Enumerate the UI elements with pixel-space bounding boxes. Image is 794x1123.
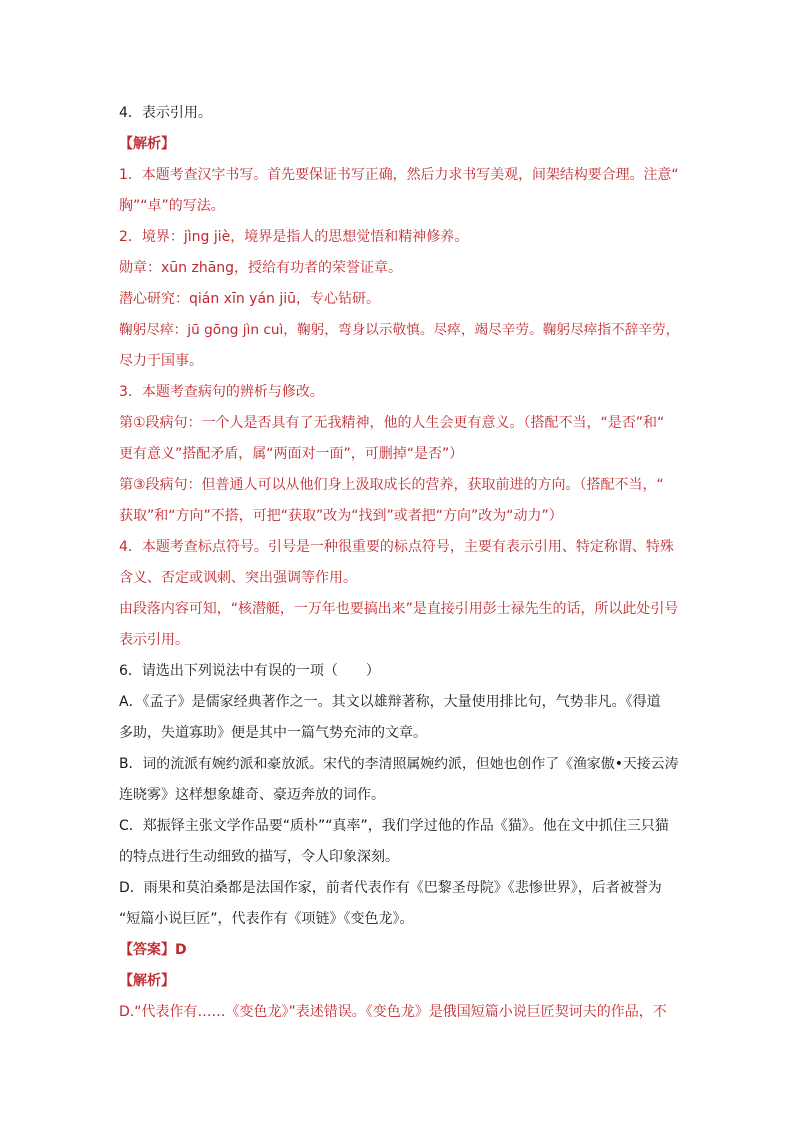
answer-heading: 【答案】D [119,942,187,958]
option-d: D．雨果和莫泊桑都是法国作家，前者代表作有《巴黎圣母院》《悲惨世界》，后者被誉为 [119,880,662,896]
section-heading-analysis: 【解析】 [119,973,175,989]
question-stem: 6．请选出下列说法中有误的一项（ ） [119,663,380,679]
text-line: 2．境界：jìng jiè，境界是指人的思想觉悟和精神修养。 [119,229,469,245]
text-line: 由段落内容可知，“核潜艇，一万年也要搞出来”是直接引用彭士禄先生的话，所以此处引号 [119,601,679,617]
text-line: 获取”和“方向”不搭，可把“获取”改为“找到”或者把“方向”改为“动力”） [119,508,563,524]
option-d-cont: “短篇小说巨匠”，代表作有《项链》《变色龙》。 [119,911,414,927]
option-b: B．词的流派有婉约派和豪放派。宋代的李清照属婉约派，但她也创作了《渔家傲•天接云涛 [119,756,679,772]
text-line: 3．本题考查病句的辨析与修改。 [119,384,324,400]
option-a: A．《孟子》是儒家经典著作之一。其文以雄辩著称，大量使用排比句，气势非凡。《得道 [119,694,661,710]
text-line: 鞠躬尽瘁：jū gōng jìn cuì，鞠躬，弯身以示敬慎。尽瘁，竭尽辛劳。鞠躬尽瘁指不辞辛劳， [119,322,680,338]
section-heading-analysis: 【解析】 [119,136,175,152]
text-line: 1．本题考查汉字书写。首先要保证书写正确，然后力求书写美观，间架结构要合理。注意“ [119,167,679,183]
text-line: 潜心研究：qián xīn yán jiū，专心钻研。 [119,291,381,307]
text-line: 胸”“卓”的写法。 [119,198,225,214]
text-line: 4．表示引用。 [119,105,212,121]
option-c: C．郑振铎主张文学作品要“质朴”“真率”，我们学过他的作品《猫》。他在文中抓住三只猫 [119,818,669,834]
text-line: 更有意义”搭配矛盾，属“两面对一面”，可删掉“是否”） [119,446,464,462]
text-line: 勋章：xūn zhāng，授给有功者的荣誉证章。 [119,260,403,276]
text-line: 4．本题考查标点符号。引号是一种很重要的标点符号，主要有表示引用、特定称谓、特殊 [119,539,674,555]
text-line: 含义、否定或讽刺、突出强调等作用。 [119,570,357,586]
text-line: 第①段病句：一个人是否具有了无我精神，他的人生会更有意义。（搭配不当，“是否”和“ [119,415,665,431]
option-c-cont: 的特点进行生动细致的描写，令人印象深刻。 [119,849,399,865]
text-line: D.“代表作有……《变色龙》”表述错误。《变色龙》是俄国短篇小说巨匠契诃夫的作品，不 [119,1004,667,1020]
option-a-cont: 多助，失道寡助》便是其中一篇气势充沛的文章。 [119,725,427,741]
text-line: 表示引用。 [119,632,189,648]
text-line: 尽力于国事。 [119,353,203,369]
text-line: 第③段病句：但普通人可以从他们身上汲取成长的营养，获取前进的方向。（搭配不当，“ [119,477,664,493]
option-b-cont: 连晓雾》这样想象雄奇、豪迈奔放的词作。 [119,787,385,803]
